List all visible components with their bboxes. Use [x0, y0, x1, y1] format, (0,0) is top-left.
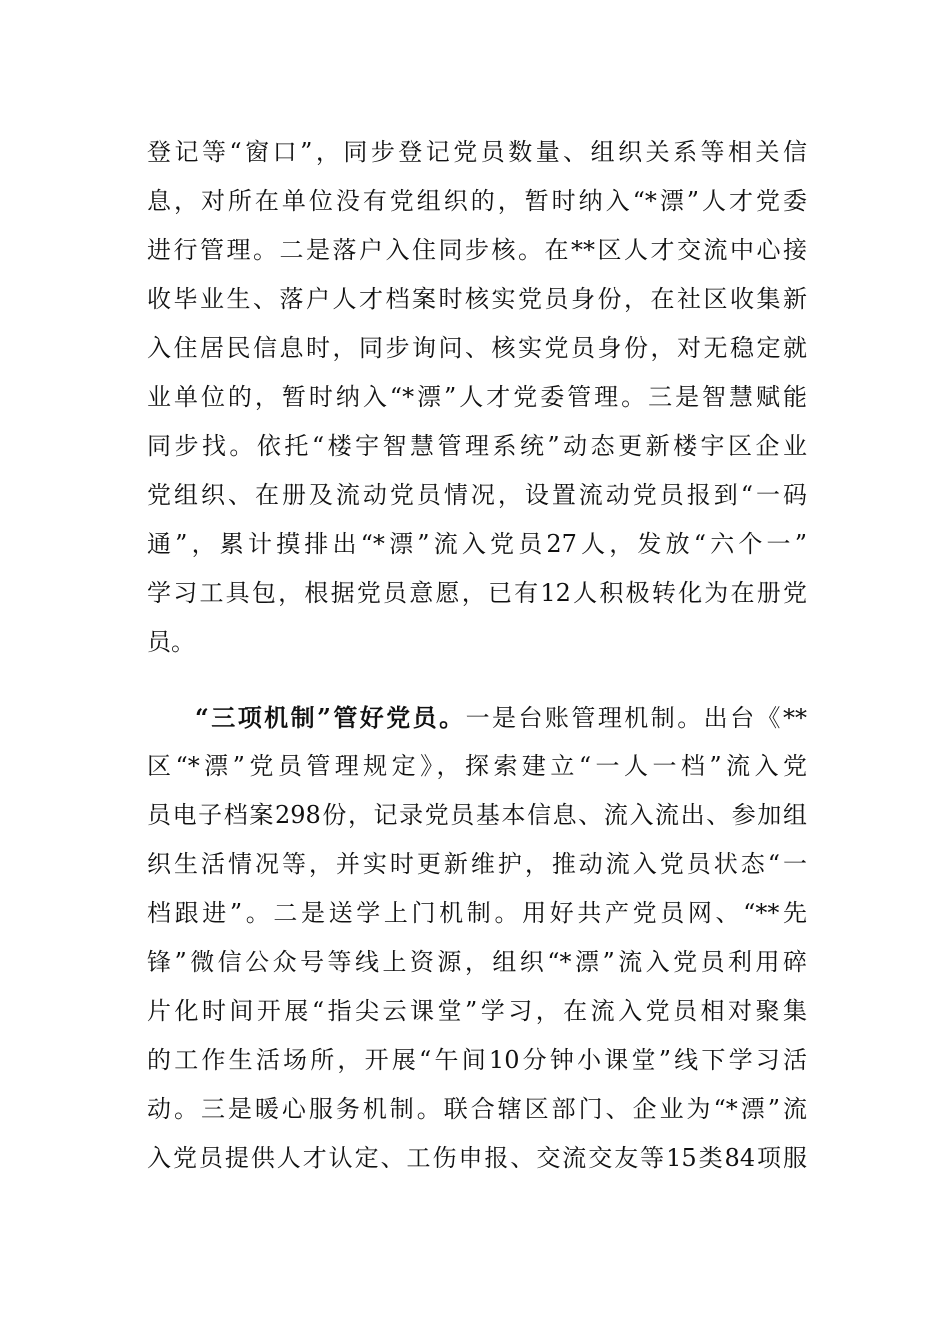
text-line: 业单位的，暂时纳入“*漂”人才党委管理。三是智慧赋能	[147, 383, 807, 411]
text-line: 党组织、在册及流动党员情况，设置流动党员报到“一码	[147, 481, 807, 509]
paragraph-1	[147, 128, 807, 667]
text-line: 织生活情况等，并实时更新维护，推动流入党员状态“一	[147, 850, 807, 878]
text-line: 的工作生活场所，开展“午间10分钟小课堂”线下学习活	[147, 1046, 807, 1074]
text-line: 员。	[147, 628, 195, 656]
text-line-rest: 一是台账管理机制。出台《**	[465, 704, 807, 732]
text-line: 息，对所在单位没有党组织的，暂时纳入“*漂”人才党委	[147, 187, 807, 215]
text-line: 入住居民信息时，同步询问、核实党员身份，对无稳定就	[147, 334, 807, 362]
text-line: 锋”微信公众号等线上资源，组织“*漂”流入党员利用碎	[147, 948, 807, 976]
text-line: 员电子档案298份，记录党员基本信息、流入流出、参加组	[147, 801, 807, 829]
text-line: 登记等“窗口”，同步登记党员数量、组织关系等相关信	[147, 138, 807, 166]
paragraph-spacer	[147, 667, 807, 693]
text-line: 同步找。依托“楼宇智慧管理系统”动态更新楼宇区企业	[147, 432, 807, 460]
text-line: 入党员提供人才认定、工伤申报、交流交友等15类84项服	[147, 1144, 807, 1172]
text-line: 动。三是暖心服务机制。联合辖区部门、企业为“*漂”流	[147, 1095, 807, 1123]
text-line: 进行管理。二是落户入住同步核。在**区人才交流中心接	[147, 236, 807, 264]
text-line: 收毕业生、落户人才档案时核实党员身份，在社区收集新	[147, 285, 807, 313]
document-body	[147, 128, 807, 1183]
text-line: 档跟进”。二是送学上门机制。用好共产党员网、“**先	[147, 899, 807, 927]
paragraph-2	[147, 693, 807, 1183]
text-line: 区“*漂”党员管理规定》，探索建立“一人一档”流入党	[147, 752, 807, 780]
paragraph-lead-heading: “三项机制”管好党员。	[195, 703, 466, 732]
text-line: 学习工具包，根据党员意愿，已有12人积极转化为在册党	[147, 579, 807, 607]
text-line: 片化时间开展“指尖云课堂”学习，在流入党员相对聚集	[147, 997, 807, 1025]
text-line-first	[147, 693, 807, 742]
text-line: 通”，累计摸排出“*漂”流入党员27人，发放“六个一”	[147, 530, 807, 558]
